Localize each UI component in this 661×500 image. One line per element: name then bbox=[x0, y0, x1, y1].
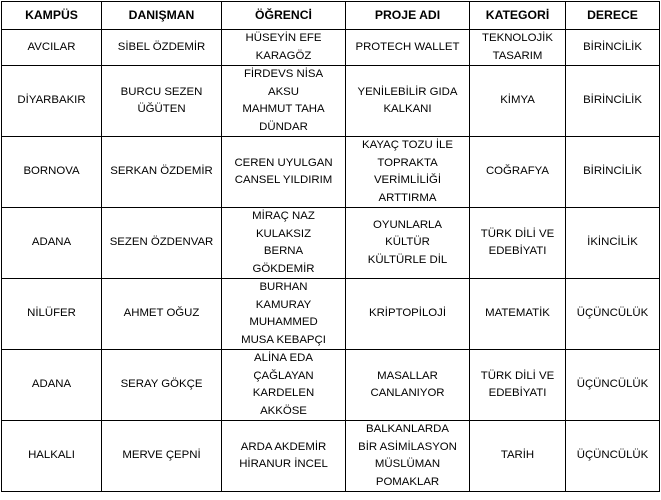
cell-text-line: MASALLAR bbox=[377, 369, 438, 382]
cell-text-line: ÜÇÜNCÜLÜK bbox=[576, 307, 649, 320]
header-category: KATEGORİ bbox=[470, 2, 566, 30]
header-campus: KAMPÜS bbox=[2, 2, 102, 30]
advisor-cell bbox=[102, 30, 222, 66]
results-table bbox=[1, 1, 660, 492]
cell-text-line: BURHAN bbox=[259, 281, 308, 293]
cell-text-line: KULAKSIZ bbox=[255, 227, 312, 240]
cell-text-line: CANLANIYOR bbox=[370, 387, 445, 399]
advisor-cell bbox=[102, 208, 222, 279]
cell-text-line: MUSA KEBAPÇI bbox=[241, 333, 326, 346]
cell-text-line: NİLÜFER bbox=[27, 307, 76, 320]
students-cell bbox=[222, 350, 346, 421]
cell-text-line: KAMURAY bbox=[255, 298, 312, 311]
rank-cell bbox=[566, 30, 660, 66]
cell-text-line: KARDELEN bbox=[252, 387, 315, 399]
campus-cell bbox=[2, 30, 102, 66]
cell-text-line: ARTTIRMA bbox=[378, 191, 437, 204]
cell-text-line: KÜLTÜR bbox=[385, 236, 430, 249]
cell-text-line: KİMYA bbox=[500, 94, 535, 107]
cell-text-line: BERNA bbox=[263, 245, 304, 257]
project-cell bbox=[346, 66, 470, 137]
cell-text-line: BİRİNCİLİK bbox=[583, 165, 642, 178]
category-cell bbox=[470, 66, 566, 137]
cell-text-line: VERİMLİLİĞİ bbox=[373, 174, 442, 186]
cell-text-line: DÜNDAR bbox=[259, 120, 308, 133]
cell-text-line: ADANA bbox=[31, 378, 72, 391]
students-cell bbox=[222, 279, 346, 350]
rank-cell bbox=[566, 66, 660, 137]
cell-text-line: EDEBİYATI bbox=[488, 245, 547, 257]
cell-text-line: BİR ASİMİLASYON bbox=[358, 440, 457, 453]
cell-text-line: COĞRAFYA bbox=[485, 165, 550, 178]
category-cell bbox=[470, 137, 566, 208]
table-row bbox=[2, 66, 660, 137]
cell-text-line: BİRİNCİLİK bbox=[583, 94, 642, 107]
cell-text-line: TASARIM bbox=[492, 49, 543, 62]
advisor-cell bbox=[102, 279, 222, 350]
cell-text-line: MİRAÇ NAZ bbox=[252, 210, 315, 222]
cell-text-line: GÖKDEMİR bbox=[252, 262, 315, 275]
cell-text-line: KALKANI bbox=[383, 103, 432, 115]
campus-cell bbox=[2, 350, 102, 421]
campus-cell bbox=[2, 137, 102, 208]
table-row bbox=[2, 30, 660, 66]
cell-text-line: BALKANLARDA bbox=[366, 423, 449, 435]
table-header bbox=[2, 2, 660, 30]
cell-text-line: PROTECH WALLET bbox=[355, 40, 460, 53]
rank-cell bbox=[566, 137, 660, 208]
cell-text-line: CEREN UYULGAN bbox=[234, 156, 333, 169]
students-cell bbox=[222, 421, 346, 492]
cell-text-line: SERKAN ÖZDEMİR bbox=[110, 165, 213, 178]
cell-text-line: KRİPTOPİLOJİ bbox=[368, 307, 446, 320]
cell-text-line: TEKNOLOJİK bbox=[482, 32, 553, 44]
table-row bbox=[2, 421, 660, 492]
cell-text-line: MUHAMMED bbox=[249, 316, 318, 328]
project-cell bbox=[346, 208, 470, 279]
rank-cell bbox=[566, 279, 660, 350]
cell-text-line: HİRANUR İNCEL bbox=[239, 458, 328, 470]
header-advisor: DANIŞMAN bbox=[102, 2, 222, 30]
cell-text-line: DİYARBAKIR bbox=[17, 94, 86, 107]
campus-cell bbox=[2, 279, 102, 350]
cell-text-line: HÜSEYİN EFE bbox=[245, 32, 322, 44]
cell-text-line: TÜRK DİLİ VE bbox=[480, 369, 555, 382]
cell-text-line: ÜĞÜTEN bbox=[137, 103, 186, 115]
project-cell bbox=[346, 350, 470, 421]
cell-text-line: KARAGÖZ bbox=[255, 49, 312, 62]
header-rank: DERECE bbox=[566, 2, 660, 30]
category-cell bbox=[470, 421, 566, 492]
students-cell bbox=[222, 30, 346, 66]
cell-text-line: KÜLTÜRLE DİL bbox=[367, 253, 448, 266]
table-row bbox=[2, 137, 660, 208]
campus-cell bbox=[2, 208, 102, 279]
rank-cell bbox=[566, 421, 660, 492]
cell-text-line: AKSU bbox=[267, 85, 300, 98]
advisor-cell bbox=[102, 350, 222, 421]
table-row bbox=[2, 208, 660, 279]
cell-text-line: ÇAĞLAYAN bbox=[253, 369, 314, 382]
cell-text-line: KAYAÇ TOZU İLE bbox=[362, 139, 453, 151]
cell-text-line: SERAY GÖKÇE bbox=[120, 378, 203, 391]
cell-text-line: SEZEN ÖZDENVAR bbox=[109, 236, 214, 249]
table-row bbox=[2, 279, 660, 350]
cell-text-line: ARDA AKDEMİR bbox=[240, 440, 327, 453]
advisor-cell bbox=[102, 137, 222, 208]
cell-text-line: MÜSLÜMAN bbox=[374, 458, 441, 470]
table-row bbox=[2, 350, 660, 421]
project-cell bbox=[346, 421, 470, 492]
table-body bbox=[2, 30, 660, 492]
cell-text-line: ALİNA EDA bbox=[254, 352, 313, 364]
cell-text-line: CANSEL YILDIRIM bbox=[234, 174, 333, 186]
campus-cell bbox=[2, 421, 102, 492]
cell-text-line: MAHMUT TAHA bbox=[242, 103, 325, 115]
advisor-cell bbox=[102, 421, 222, 492]
rank-cell bbox=[566, 208, 660, 279]
cell-text-line: ÜÇÜNCÜLÜK bbox=[576, 378, 649, 391]
cell-text-line: AHMET OĞUZ bbox=[123, 307, 200, 320]
rank-cell bbox=[566, 350, 660, 421]
advisor-cell bbox=[102, 66, 222, 137]
cell-text-line: ÜÇÜNCÜLÜK bbox=[576, 449, 649, 462]
cell-text-line: MATEMATİK bbox=[485, 307, 550, 320]
cell-text-line: BORNOVA bbox=[23, 165, 80, 178]
category-cell bbox=[470, 279, 566, 350]
category-cell bbox=[470, 208, 566, 279]
cell-text-line: MERVE ÇEPNİ bbox=[122, 449, 201, 462]
project-cell bbox=[346, 279, 470, 350]
students-cell bbox=[222, 137, 346, 208]
cell-text-line: EDEBİYATI bbox=[488, 387, 547, 399]
cell-text-line: TÜRK DİLİ VE bbox=[480, 227, 555, 240]
cell-text-line: AKKÖSE bbox=[260, 404, 307, 417]
cell-text-line: HALKALI bbox=[28, 449, 75, 462]
header-row bbox=[2, 2, 660, 30]
project-cell bbox=[346, 30, 470, 66]
cell-text-line: BURCU SEZEN bbox=[120, 85, 203, 98]
students-cell bbox=[222, 66, 346, 137]
cell-text-line: TARİH bbox=[500, 449, 535, 462]
campus-cell bbox=[2, 66, 102, 137]
cell-text-line: AVCILAR bbox=[27, 40, 76, 53]
cell-text-line: ADANA bbox=[31, 236, 72, 249]
students-cell bbox=[222, 208, 346, 279]
cell-text-line: OYUNLARLA bbox=[372, 218, 442, 231]
header-project: PROJE ADI bbox=[346, 2, 470, 30]
header-student: ÖĞRENCİ bbox=[222, 2, 346, 30]
project-cell bbox=[346, 137, 470, 208]
cell-text-line: BİRİNCİLİK bbox=[583, 40, 642, 53]
cell-text-line: İKİNCİLİK bbox=[587, 236, 638, 249]
cell-text-line: TOPRAKTA bbox=[377, 156, 438, 169]
category-cell bbox=[470, 350, 566, 421]
cell-text-line: FİRDEVS NİSA bbox=[243, 68, 324, 80]
cell-text-line: YENİLEBİLİR GIDA bbox=[357, 85, 458, 98]
category-cell bbox=[470, 30, 566, 66]
cell-text-line: SİBEL ÖZDEMİR bbox=[117, 40, 206, 53]
cell-text-line: POMAKLAR bbox=[375, 475, 440, 488]
